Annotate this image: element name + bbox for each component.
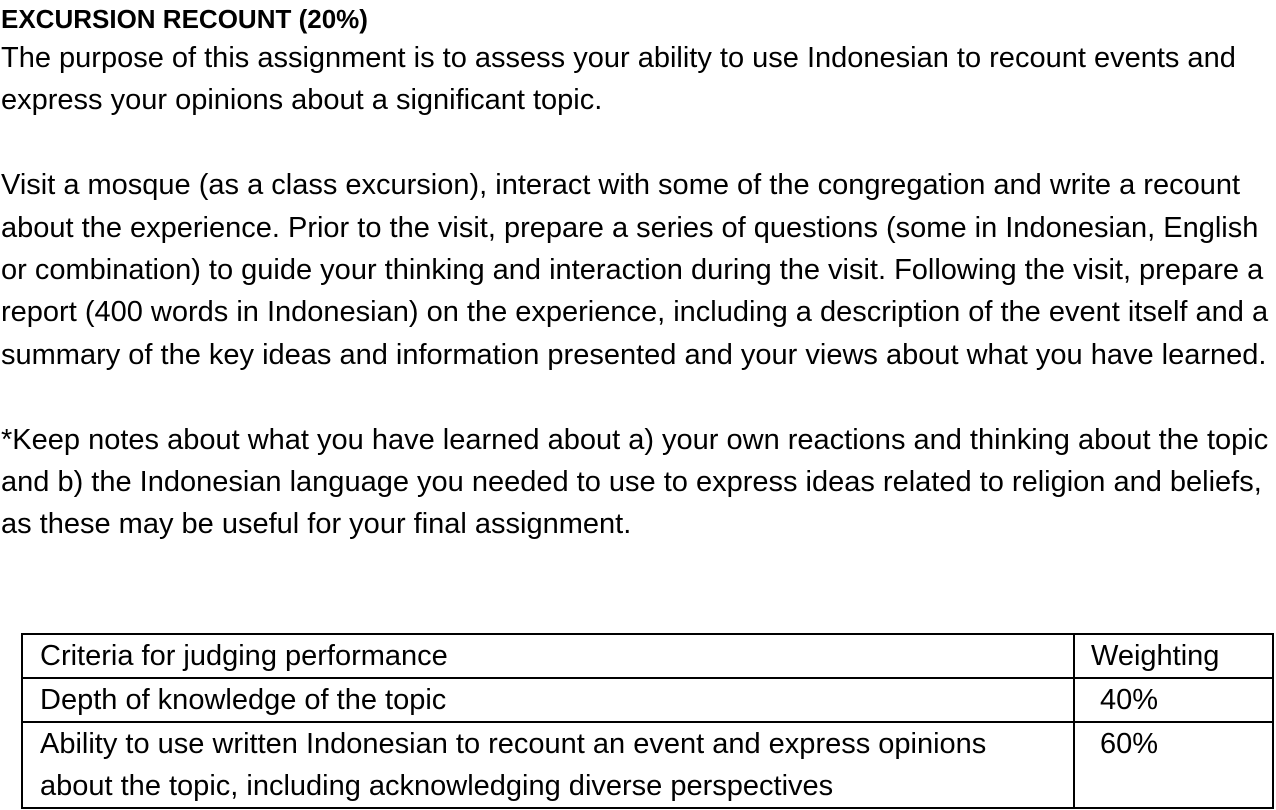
weighting-header: Weighting	[1074, 634, 1273, 678]
criteria-cell: Ability to use written Indonesian to recount an event and express opinions about the topic, including acknowledging diverse perspectives	[22, 722, 1074, 808]
weighting-cell: 40%	[1074, 678, 1273, 722]
table-row	[22, 678, 1273, 722]
assignment-document	[1, 0, 1273, 546]
notes-paragraph: *Keep notes about what you have learned about a) your own reactions and thinking about the topic and b) the Indonesian language you needed to use to express ideas related to religion and beliefs, as these may be useful for your final assignment.	[1, 423, 1269, 541]
criteria-header: Criteria for judging performance	[22, 634, 1074, 678]
assignment-title: EXCURSION RECOUNT (20%)	[1, 4, 368, 34]
weighting-cell: 60%	[1074, 722, 1273, 808]
paragraph-spacer	[1, 122, 1273, 164]
table-row	[22, 722, 1273, 808]
criteria-cell: Depth of knowledge of the topic	[22, 678, 1074, 722]
task-paragraph: Visit a mosque (as a class excursion), interact with some of the congregation and write a recount about the experience. Prior to the visit, prepare a series of questions (some in Indonesian, English or combination) to guide your thinking and interaction during the visit. Following the visit, prepare a report (400 words in Indonesian) on the experience, including a description of the event itself and a summary of the key ideas and information presented and your views about what you have learned.	[1, 169, 1269, 371]
paragraph-spacer	[1, 376, 1273, 418]
table-header-row	[22, 634, 1273, 678]
purpose-paragraph: The purpose of this assignment is to assess your ability to use Indonesian to recount events and express your opinions about a significant topic.	[1, 42, 1236, 117]
criteria-table	[21, 633, 1274, 809]
